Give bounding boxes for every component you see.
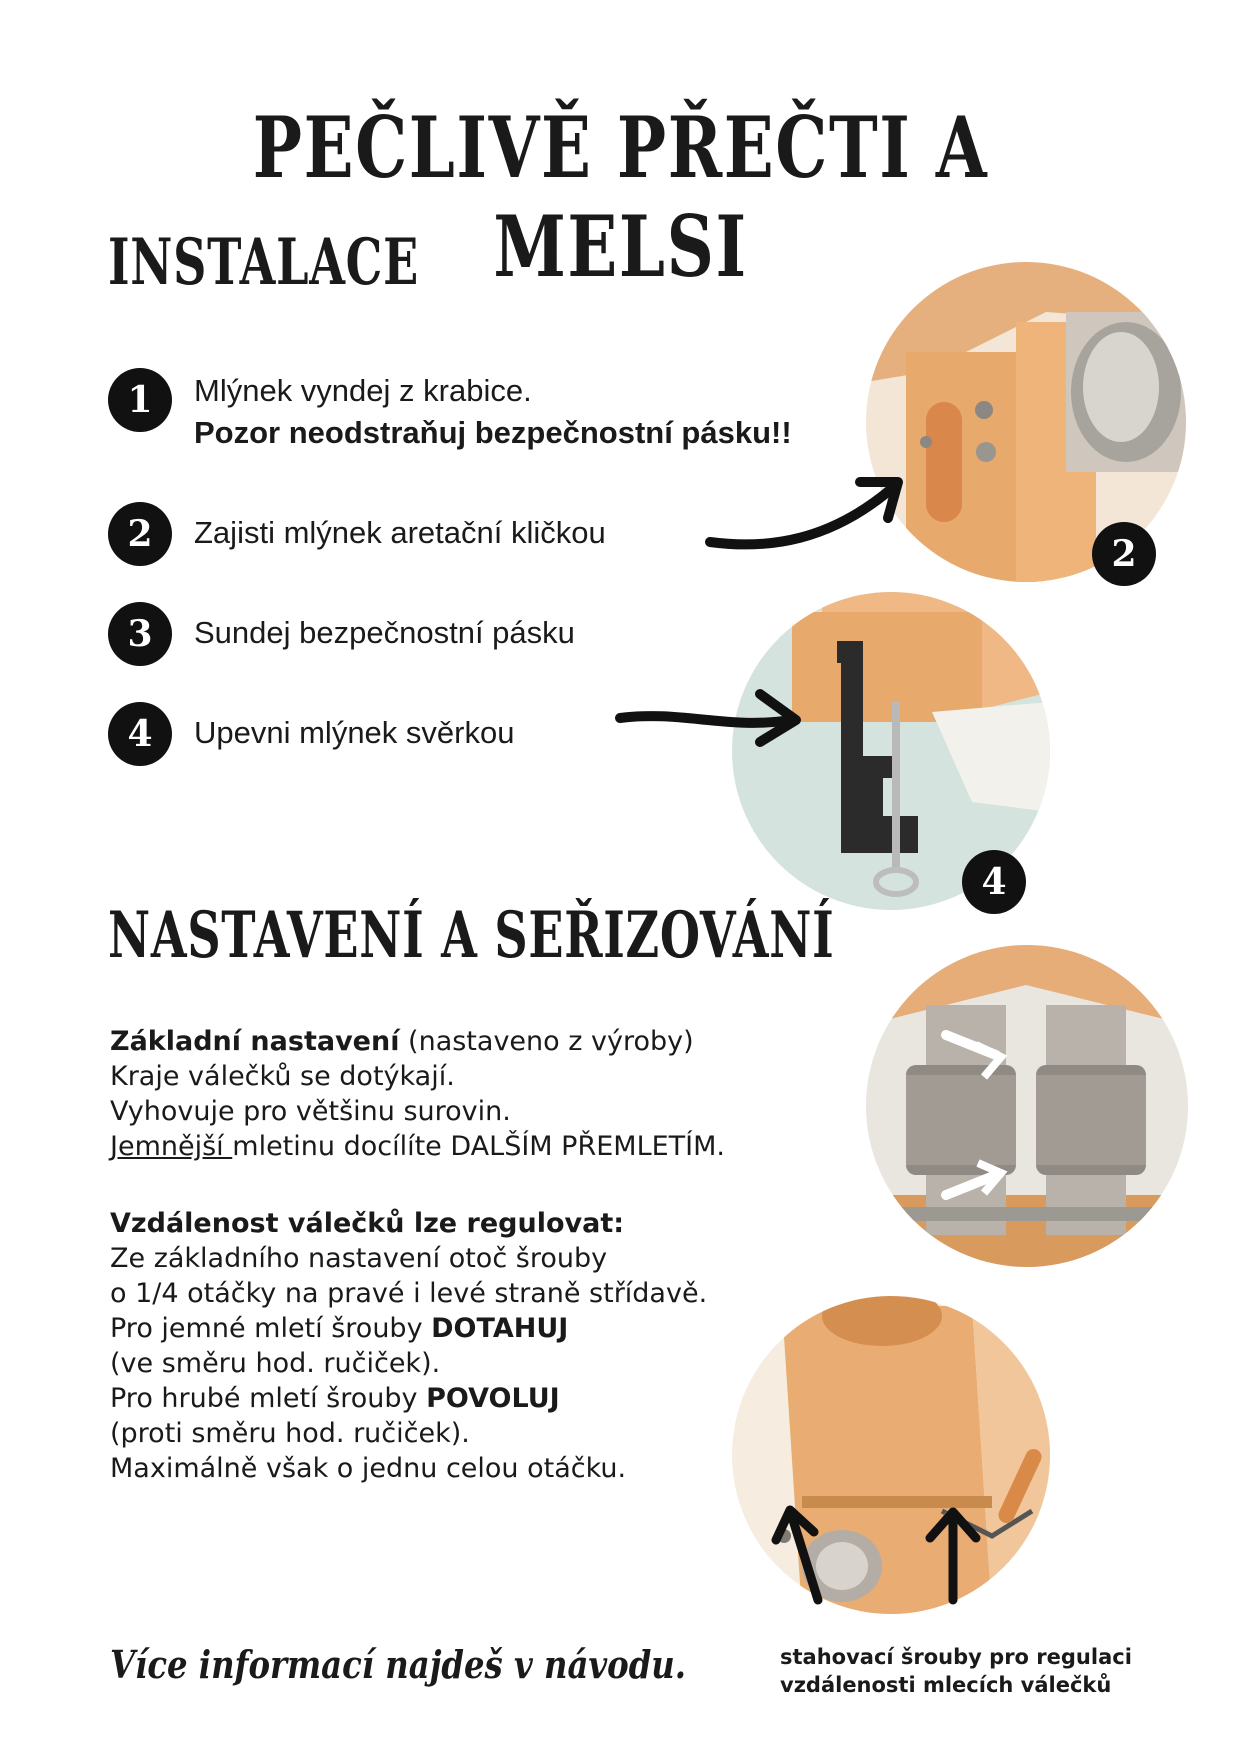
distance-line-2: o 1/4 otáčky na pravé i levé straně střídavě. [110,1278,708,1309]
finer-rest: mletinu docílíte DALŠÍM PŘEMLETÍM. [232,1131,726,1162]
distance-block [110,1206,707,1486]
settings-heading: NASTAVENÍ A SEŘIZOVÁNÍ [108,898,835,973]
arrow-right-screw [918,1500,988,1610]
distance-line-1: Ze základního nastavení otoč šrouby [110,1243,608,1274]
coarse-paren: (proti směru hod. ručiček). [110,1418,470,1449]
step-4-text: Upevni mlýnek svěrkou [194,715,515,750]
fine-bold: DOTAHUJ [431,1313,569,1344]
photo-badge-4: 4 [962,850,1026,914]
basic-settings-note: (nastaveno z výroby) [399,1026,694,1057]
arrow-to-clamp [610,680,820,750]
coarse-bold: POVOLUJ [426,1383,560,1414]
fine-paren: (ve směru hod. ručiček). [110,1348,441,1379]
installation-heading: INSTALACE [108,225,419,300]
step-1-line: Mlýnek vyndej z krabice. [194,373,532,408]
finer-line [110,1129,725,1164]
step-2 [108,502,606,566]
photo-badge-2: 2 [1092,522,1156,586]
step-1 [108,368,792,454]
fine-line [110,1311,707,1346]
step-3 [108,602,575,666]
max-line: Maximálně však o jednu celou otáčku. [110,1453,627,1484]
basic-settings-block [110,1024,725,1164]
photo-rollers [866,945,1188,1267]
coarse-line [110,1381,707,1416]
fine-prefix: Pro jemné mletí šrouby [110,1313,432,1344]
step-number-badge: 2 [108,502,172,566]
step-3-text: Sundej bezpečnostní pásku [194,615,575,650]
page-title: PEČLIVĚ PŘEČTI A MELSI [252,98,989,296]
step-number-badge: 4 [108,702,172,766]
coarse-prefix: Pro hrubé mletí šrouby [110,1383,427,1414]
step-4 [108,702,514,766]
step-1-text [194,368,792,454]
caption-line-2: vzdálenosti mlecích válečků [780,1673,1112,1697]
basic-settings-label: Základní nastavení [110,1026,400,1057]
step-2-text: Zajisti mlýnek aretační kličkou [194,515,606,550]
basic-line-1: Kraje válečků se dotýkají. [110,1061,455,1092]
basic-line-2: Vyhovuje pro většinu surovin. [110,1096,511,1127]
step-number-badge: 3 [108,602,172,666]
step-number-badge: 1 [108,368,172,432]
step-1-warning: Pozor neodstraňuj bezpečnostní pásku!! [194,415,792,450]
screws-caption [780,1643,1132,1699]
arrow-to-locking-key [700,460,920,560]
finer-underlined: Jemnější [110,1131,233,1162]
arrow-left-screw [768,1500,848,1610]
footer-note: Více informací najdeš v návodu. [110,1642,687,1687]
caption-line-1: stahovací šrouby pro regulaci [780,1645,1132,1669]
basic-settings-line [110,1024,725,1059]
distance-heading: Vzdálenost válečků lze regulovat: [110,1208,625,1239]
